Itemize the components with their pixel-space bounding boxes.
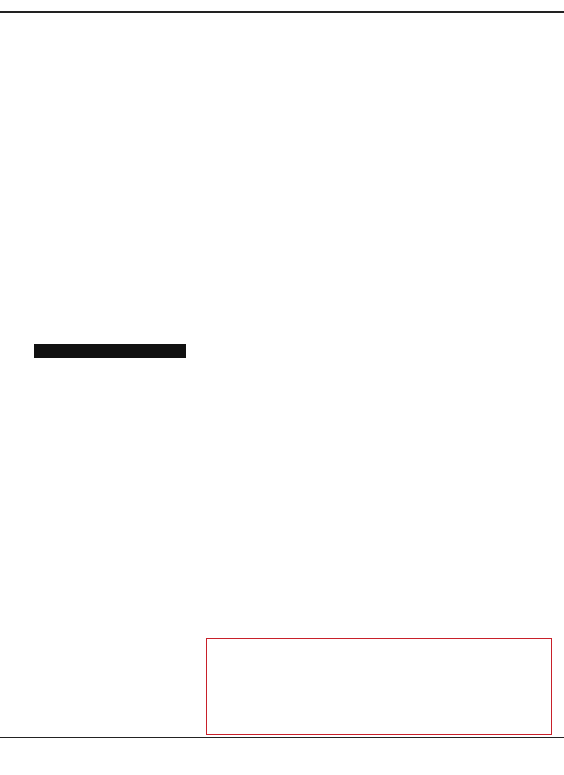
footer-rule <box>0 737 564 738</box>
nota-bene-box <box>206 638 552 735</box>
warnings-title <box>34 344 186 358</box>
